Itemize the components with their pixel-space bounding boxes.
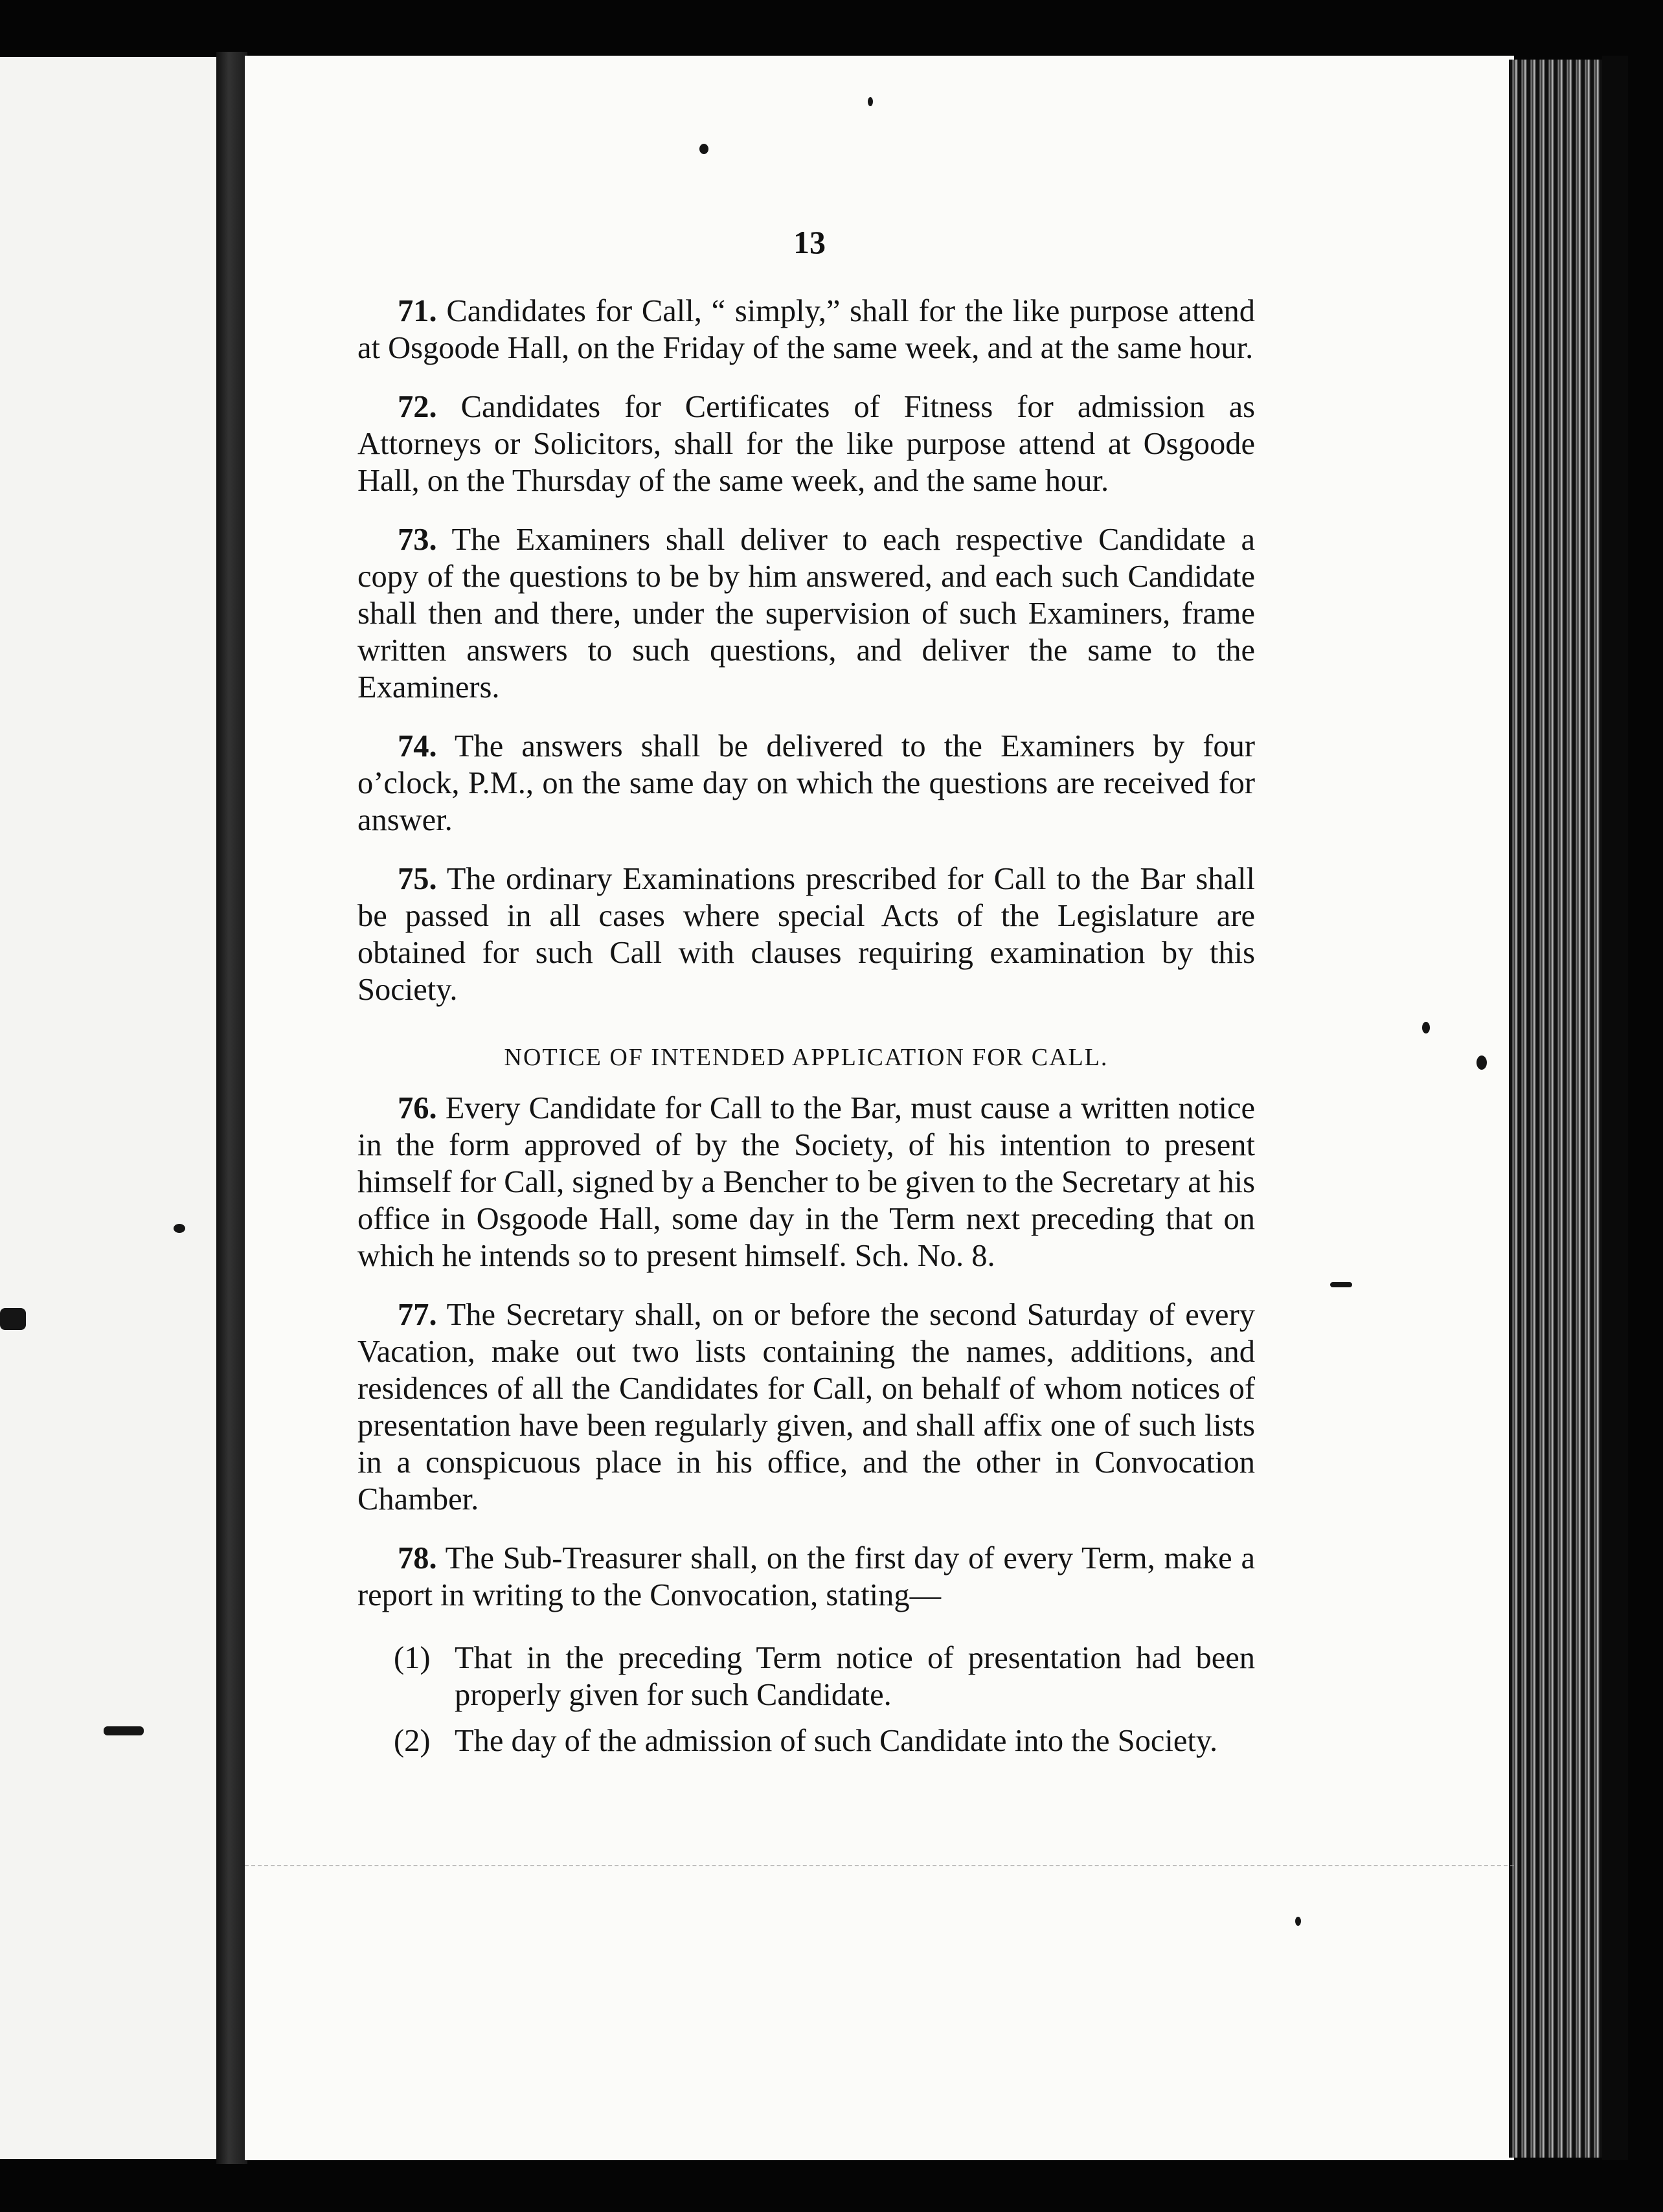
- rule-74: [357, 728, 1255, 839]
- rule-77: [357, 1296, 1255, 1518]
- rule-text: The Secretary shall, on or before the second Saturday of every Vacation, make out two lists containing the names, additions, and residences of all the Candidates for Call, on behalf of whom notices of presentation have been regularly given, and shall affix one of such lists in a conspicuous place in his office, and the other in Convocation Chamber.: [357, 1298, 1255, 1517]
- book-gutter: [216, 52, 247, 2164]
- scan-speck: [1422, 1022, 1430, 1033]
- rule-number: 74.: [398, 729, 437, 763]
- rule-number: 76.: [398, 1091, 437, 1125]
- rule-78: [357, 1540, 1255, 1614]
- rule-text: Candidates for Certificates of Fitness for admission as Attorneys or Solicitors, shall for the like purpose attend at Osgoode Hall, on the Thursday of the same week, and the same hour.: [357, 390, 1255, 498]
- page-block-shadow: [1602, 56, 1628, 2160]
- section-heading: NOTICE OF INTENDED APPLICATION FOR CALL.: [504, 1044, 1109, 1071]
- scan-speck: [1476, 1055, 1487, 1070]
- list-item: [357, 1640, 1255, 1713]
- rule-number: 75.: [398, 862, 437, 896]
- page-number: 13: [793, 224, 826, 260]
- rule-72: [357, 389, 1255, 499]
- rule-text: The Sub-Treasurer shall, on the first day of every Term, make a report in writing to the Convocation, stating—: [357, 1541, 1255, 1612]
- left-page-edge: [0, 57, 227, 2159]
- rule-text: Candidates for Call, “ simply,” shall for the like purpose attend at Osgoode Hall, on the Friday of the same week, and at the same hour.: [357, 294, 1255, 365]
- rule-73: [357, 521, 1255, 706]
- page-text: [357, 293, 1255, 1768]
- list-item-text: That in the preceding Term notice of presentation had been properly given for such Candidate.: [455, 1641, 1255, 1712]
- scan-speck: [0, 1308, 26, 1330]
- rule-71: [357, 293, 1255, 367]
- rule-number: 72.: [398, 390, 437, 424]
- list-item-label: (1): [394, 1641, 431, 1675]
- rule-number: 71.: [398, 294, 437, 328]
- rule-number: 78.: [398, 1541, 437, 1575]
- rule-75: [357, 861, 1255, 1008]
- scan-speck: [1295, 1917, 1301, 1926]
- scan-speck: [1330, 1282, 1352, 1287]
- fold-crease: [245, 1865, 1514, 1866]
- rule-text: Every Candidate for Call to the Bar, must cause a written notice in the form approved of by the Society, of his intention to present himself for Call, signed by a Bencher to be given to the Secretary at his office in Osgoode Hall, some day in the Term next preceding that on which he intends so to present himself. Sch. No. 8.: [357, 1091, 1255, 1273]
- rule-number: 73.: [398, 523, 437, 557]
- list-item: [357, 1722, 1255, 1759]
- rule-text: The ordinary Examinations prescribed for Call to the Bar shall be passed in all cases where special Acts of the Legislature are obtained for such Call with clauses requiring examination by this Society.: [357, 862, 1255, 1007]
- rule-text: The answers shall be delivered to the Examiners by four o’clock, P.M., on the same day on which the questions are received for answer.: [357, 729, 1255, 837]
- scan-speck: [868, 97, 873, 106]
- scan-speck: [174, 1224, 185, 1233]
- list-item-text: The day of the admission of such Candidate into the Society.: [455, 1724, 1218, 1758]
- list-item-label: (2): [394, 1724, 431, 1758]
- scan-speck: [104, 1726, 144, 1735]
- scan-speck: [699, 144, 708, 154]
- rule-76: [357, 1090, 1255, 1274]
- rule-number: 77.: [398, 1298, 437, 1332]
- page-block-edges: [1509, 60, 1606, 2158]
- rule-text: The Examiners shall deliver to each respective Candidate a copy of the questions to be by him answered, and each such Candidate shall then and there, under the supervision of such Examiners, frame written answers to such questions, and deliver the same to the Examiners.: [357, 523, 1255, 705]
